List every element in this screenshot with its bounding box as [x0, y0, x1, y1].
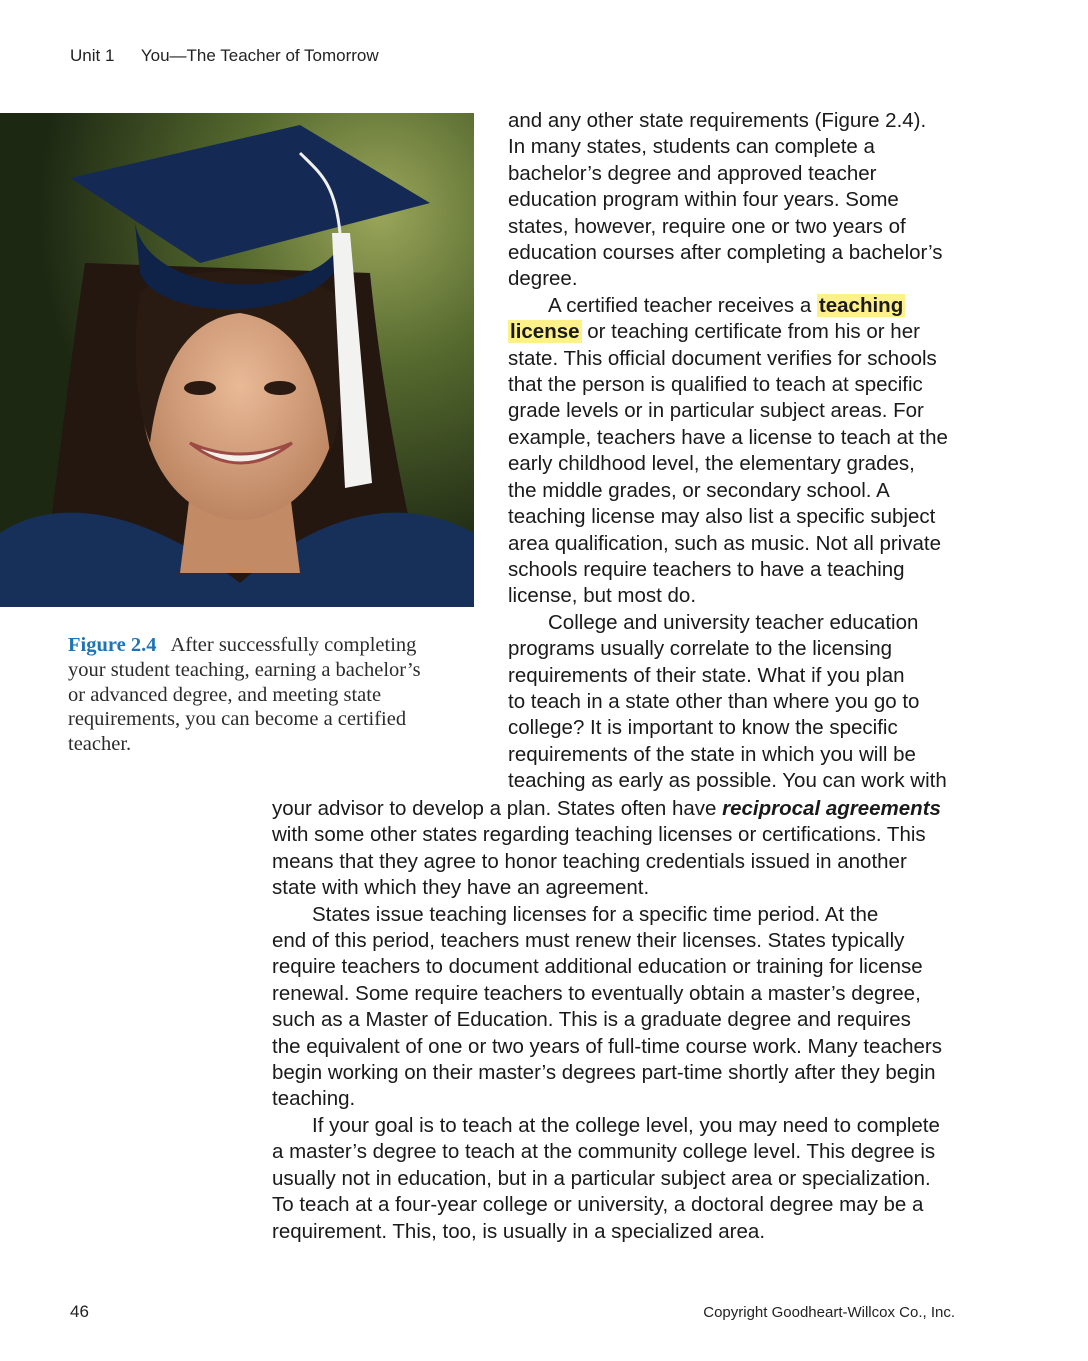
caption-line: or advanced degree, and meeting state [68, 683, 382, 706]
text-line: state with which they have an agreement. [272, 876, 650, 900]
running-header [70, 46, 379, 66]
text-line: If your goal is to teach at the college level, you may need to complete [312, 1113, 940, 1137]
figure-label: Figure 2.4 [68, 634, 157, 656]
text-run: or teaching certificate from his or her [581, 320, 920, 344]
text-line: education courses after completing a bachelor’s [508, 241, 943, 265]
figure-caption [68, 633, 470, 757]
key-term-reciprocal-agreements: reciprocal agreements [722, 797, 941, 820]
text-line: state. This official document verifies for schools [508, 346, 937, 370]
graduate-photo [0, 113, 474, 607]
text-run: A certified teacher receives a [548, 293, 817, 317]
body-text-right-column [508, 108, 968, 795]
text-line: that the person is qualified to teach at specific [508, 373, 923, 397]
text-run: your advisor to develop a plan. States often have [272, 797, 723, 820]
text-line: degree. [508, 267, 578, 291]
caption-line: After successfully completing [170, 634, 417, 656]
caption-line: teacher. [68, 733, 132, 756]
unit-label: Unit 1 [70, 46, 115, 65]
text-line: the middle grades, or secondary school. A [508, 478, 890, 502]
text-line: with some other states regarding teaching licenses or certifications. This [272, 823, 926, 847]
copyright-notice: Copyright Goodheart-Willcox Co., Inc. [703, 1304, 955, 1321]
text-line: such as a Master of Education. This is a graduate degree and requires [272, 1008, 911, 1032]
text-line: usually not in education, but in a particular subject area or specialization. [272, 1166, 931, 1190]
text-line: States issue teaching licenses for a specific time period. At the [312, 902, 879, 926]
text-line: to teach in a state other than where you go to [508, 689, 920, 713]
caption-line: your student teaching, earning a bachelor’s [68, 658, 421, 681]
text-line: requirements of the state in which you will be [508, 742, 916, 766]
text-line: require teachers to document additional education or training for license [272, 955, 923, 979]
key-term-teaching-license-cont[interactable]: license [510, 320, 580, 344]
text-line: teaching as early as possible. You can work with [508, 769, 947, 793]
text-line: license, but most do. [508, 584, 697, 608]
text-line: the equivalent of one or two years of full-time course work. Many teachers [272, 1034, 942, 1058]
text-line: early childhood level, the elementary grades, [508, 452, 915, 476]
text-line: a master’s degree to teach at the community college level. This degree is [272, 1140, 936, 1164]
text-line: In many states, students can complete a [508, 135, 875, 159]
text-line: college? It is important to know the specific [508, 716, 898, 740]
text-line: To teach at a four-year college or university, a doctoral degree may be a [272, 1193, 924, 1217]
text-line: means that they agree to honor teaching credentials issued in another [272, 849, 907, 873]
text-line: example, teachers have a license to teach at the [508, 425, 948, 449]
text-line: and any other state requirements (Figure 2.4). [508, 109, 927, 132]
text-line: begin working on their master’s degrees part-time shortly after they begin [272, 1061, 936, 1085]
page-number: 46 [70, 1302, 89, 1321]
text-line: end of this period, teachers must renew their licenses. States typically [272, 929, 905, 953]
caption-line: requirements, you can become a certified [68, 708, 407, 731]
text-line: bachelor’s degree and approved teacher [508, 161, 877, 185]
text-line: renewal. Some require teachers to eventually obtain a master’s degree, [272, 981, 921, 1005]
text-line: teaching license may also list a specific subject [508, 505, 936, 529]
text-line: education program within four years. Some [508, 188, 899, 212]
text-line: area qualification, such as music. Not all private [508, 531, 941, 555]
text-line: requirement. This, too, is usually in a specialized area. [272, 1219, 766, 1243]
text-line: teaching. [272, 1087, 356, 1111]
unit-title: You—The Teacher of Tomorrow [140, 46, 379, 65]
text-line: grade levels or in particular subject areas. For [508, 399, 924, 423]
text-line: states, however, require one or two years of [508, 214, 906, 238]
text-line: requirements of their state. What if you plan [508, 663, 905, 687]
text-line: schools require teachers to have a teaching [508, 557, 905, 581]
key-term-teaching-license[interactable]: teaching [818, 293, 904, 317]
text-line: programs usually correlate to the licensing [508, 637, 892, 661]
text-line: College and university teacher education [548, 610, 919, 634]
body-text-wide-column [272, 796, 962, 1245]
